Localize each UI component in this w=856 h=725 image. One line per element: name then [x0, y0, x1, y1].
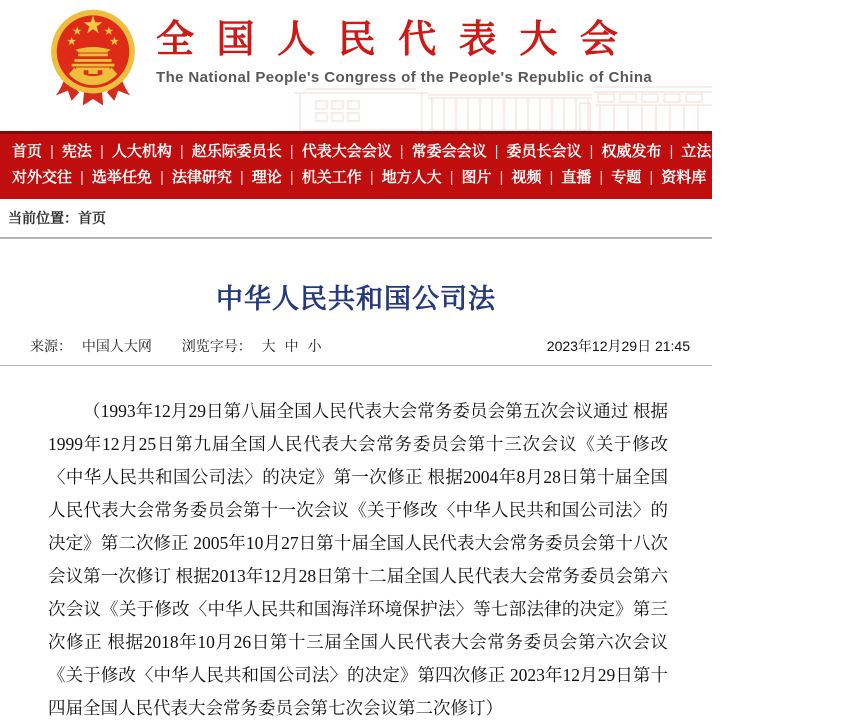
site-header	[0, 0, 712, 131]
article	[0, 277, 712, 725]
national-emblem-icon[interactable]	[46, 7, 140, 113]
nav-link[interactable]: | 立法	[661, 139, 711, 165]
nav-link[interactable]: | 直播	[541, 165, 591, 191]
article-meta	[0, 336, 712, 366]
font-size-label: 浏览字号：	[181, 338, 252, 354]
site-title-en: The National People's Congress of the People's Republic of China	[156, 68, 653, 86]
nav-row-2	[12, 165, 856, 191]
font-size-button[interactable]: 中	[284, 338, 299, 354]
source-value: 中国人大网	[81, 338, 152, 354]
main-nav	[0, 131, 856, 199]
breadcrumb-home-link[interactable]: 首页	[78, 210, 106, 226]
nav-link[interactable]: | 资料库	[641, 165, 706, 191]
nav-link[interactable]: 首页	[12, 143, 43, 160]
nav-link[interactable]: | 监督	[711, 139, 761, 165]
nav-link[interactable]: | 地方人大	[362, 165, 442, 191]
nav-link[interactable]: | 理论	[232, 165, 282, 191]
article-body: （1993年12月29日第八届全国人民代表大会常务委员会第五次会议通过 根据1999年12月25日第九届全国人民代表大会常务委员会第十三次会议《关于修改〈中华人民共和国公司法〉的决定》第一次修正 根据2004年8月28日第十届全国人民代表大会常务委员会第十一次会议《关于修改〈中华人民共和国公司法〉的决定》第二次修正 2005年10月27日第十届全国人民代表大会常务委员会第十八次会议第一次修订 根据2013年12月28日第十二届全国人民代表大会常务委员会第六次会议《关于修改〈中华人民共和国海洋环境保护法〉等七部法律的决定》第三次修正 根据2018年10月26日第十三届全国人民代表大会常务委员会第六次会议《关于修改〈中华人民共和国公司法〉的决定》第四次修正 2023年12月29日第十四届全国人民代表大会常务委员会第七次会议第二次修订）	[48, 401, 668, 718]
article-meta-left	[30, 336, 337, 356]
nav-link[interactable]: | 代表	[761, 139, 811, 165]
nav-link[interactable]: | 权威发布	[582, 139, 662, 165]
nav-row-1	[12, 139, 812, 165]
nav-link[interactable]: | 法律研究	[152, 165, 232, 191]
article-datetime: 2023年12月29日 21:45	[546, 338, 690, 354]
font-size-buttons	[262, 338, 331, 354]
nav-link[interactable]: | 视频	[492, 165, 542, 191]
breadcrumb	[0, 199, 712, 239]
nav-link[interactable]: | 代表大会会议	[282, 139, 392, 165]
nav-link[interactable]: | 宪法	[42, 139, 92, 165]
nav-link[interactable]: | 图片	[442, 165, 492, 191]
nav-link[interactable]: | 常委会会议	[392, 139, 487, 165]
font-size-button[interactable]: 小	[307, 338, 322, 354]
great-hall-sketch-icon	[292, 85, 712, 131]
nav-link[interactable]: | 委员长会议	[487, 139, 582, 165]
nav-link[interactable]: | 机关工作	[282, 165, 362, 191]
nav-link[interactable]: | 国旗	[706, 165, 756, 191]
nav-link[interactable]: | 国徽	[806, 165, 856, 191]
source-label: 来源：	[30, 338, 72, 354]
font-size-button[interactable]: 大	[261, 338, 276, 354]
nav-link[interactable]: 对外交往	[12, 169, 73, 186]
nav-link[interactable]: | 赵乐际委员长	[172, 139, 282, 165]
nav-link[interactable]: | 选举任免	[72, 165, 152, 191]
nav-link[interactable]: | 人大机构	[92, 139, 172, 165]
site-titles	[156, 20, 652, 86]
site-title-cn: 全 国 人 民 代 表 大 会	[156, 19, 624, 61]
article-title: 中华人民共和国公司法	[216, 284, 496, 314]
nav-link[interactable]: | 专题	[591, 165, 641, 191]
breadcrumb-label: 当前位置：	[8, 210, 78, 226]
nav-link[interactable]: | 国歌	[756, 165, 806, 191]
